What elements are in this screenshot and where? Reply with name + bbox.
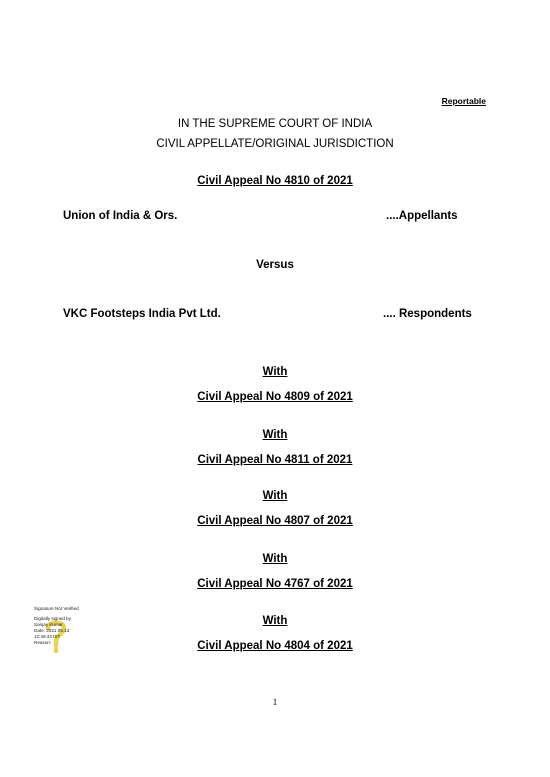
connected-case-number: Civil Appeal No 4807 of 2021 xyxy=(197,515,353,527)
signature-time: 12:46:43 IST xyxy=(34,634,61,639)
with-label: With xyxy=(262,490,288,502)
signature-date: Date: 2021.09.13 xyxy=(34,628,70,633)
signature-status: Signature Not Verified xyxy=(34,606,79,611)
with-label: With xyxy=(262,366,288,378)
jurisdiction-title: CIVIL APPELLATE/ORIGINAL JURISDICTION xyxy=(156,138,394,150)
respondent-role: .... Respondents xyxy=(383,308,472,320)
respondent-name: VKC Footsteps India Pvt Ltd. xyxy=(63,308,221,320)
connected-case-number: Civil Appeal No 4809 of 2021 xyxy=(197,391,353,403)
digital-signature-block xyxy=(34,606,79,646)
court-title: IN THE SUPREME COURT OF INDIA xyxy=(177,118,373,130)
connected-case-number: Civil Appeal No 4804 of 2021 xyxy=(197,640,353,652)
signature-signed-by: Digitally signed by xyxy=(34,616,72,621)
appellant-role: ....Appellants xyxy=(386,210,458,222)
appellant-name: Union of India & Ors. xyxy=(63,210,178,222)
with-label: With xyxy=(262,615,288,627)
signature-reason: Reason: xyxy=(34,640,52,645)
connected-case-number: Civil Appeal No 4767 of 2021 xyxy=(197,578,353,590)
signature-signer: Sanjay Kumar xyxy=(34,622,63,627)
page-number: 1 xyxy=(272,697,278,707)
with-label: With xyxy=(262,553,288,565)
reportable-label: Reportable xyxy=(441,96,486,106)
connected-case-number: Civil Appeal No 4811 of 2021 xyxy=(197,454,353,466)
versus-label: Versus xyxy=(256,259,294,271)
main-case-number: Civil Appeal No 4810 of 2021 xyxy=(197,175,353,187)
with-label: With xyxy=(262,429,288,441)
